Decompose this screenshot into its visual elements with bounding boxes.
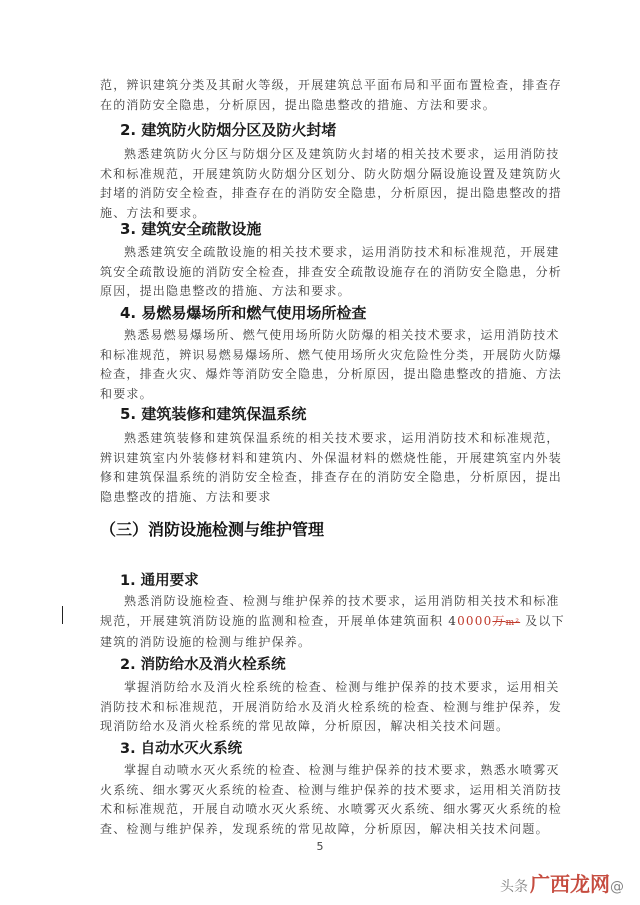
text-line: 熟悉建筑安全疏散设施的相关技术要求，运用消防技术和标准规范，开展建 <box>124 245 560 259</box>
paragraph-fire-smoke-compartment <box>100 145 563 223</box>
heading-evacuation: 3. 建筑安全疏散设施 <box>120 220 262 238</box>
text-line: 现消防给水及消火栓系统的常见故障，分析原因，解决相关技术问题。 <box>100 719 510 733</box>
text-line: 修和建筑保温系统的消防安全检查，排查存在的消防安全隐患，分析原因，提出 <box>100 470 563 484</box>
heading-decoration-insulation: 5. 建筑装修和建筑保温系统 <box>120 405 307 423</box>
watermark-suffix: @ <box>610 879 624 895</box>
paragraph-water-extinguishing <box>100 761 563 839</box>
text-line: 熟悉消防设施检查、检测与维护保养的技术要求，运用消防相关技术和标准 <box>124 594 560 608</box>
watermark <box>500 868 626 897</box>
text-line: 术和标准规范，开展自动喷水灭火系统、水喷雾灭火系统、细水雾灭火系统的检 <box>100 802 563 816</box>
text-line: 火系统、细水雾灭火系统的检查、检测与维护保养的技术要求，运用相关消防技 <box>100 782 563 797</box>
tracked-insertion: 0000 <box>457 613 493 628</box>
text-line: 消防技术和标准规范，开展消防给水及消火栓系统的检查、检测与维护保养，发 <box>100 699 563 714</box>
text-line: 掌握消防给水及消火栓系统的检查、检测与维护保养的技术要求，运用相关 <box>124 680 560 694</box>
text-line: 封堵的消防安全检查，排查存在的消防安全隐患，分析原因，提出隐患整改的措 <box>100 186 563 200</box>
heading-water-extinguishing: 3. 自动水灭火系统 <box>120 741 243 757</box>
page-number: 5 <box>316 840 324 853</box>
text-line: 在的消防安全隐患，分析原因，提出隐患整改的措施、方法和要求。 <box>100 97 497 112</box>
text-line <box>100 612 565 634</box>
text-line: 熟悉建筑防火分区与防烟分区及建筑防火封堵的相关技术要求，运用消防技 <box>124 147 560 161</box>
text-line: 熟悉易燃易爆场所、燃气使用场所防火防爆的相关技术要求，运用消防技术 <box>124 328 560 342</box>
paragraph-flammable-gas <box>100 326 563 404</box>
paragraph-water-hydrant <box>100 678 563 737</box>
text-line: 熟悉建筑装修和建筑保温系统的相关技术要求，运用消防技术和标准规范， <box>124 431 560 445</box>
text-line: 术和标准规范，开展建筑防火防烟分区划分、防火防烟分隔设施设置及建筑防火 <box>100 166 563 181</box>
tracked-unit: m² <box>505 617 521 628</box>
paragraph-evacuation <box>100 243 563 302</box>
section-heading: （三）消防设施检测与维护管理 <box>100 520 325 539</box>
text-cursor <box>62 606 63 624</box>
paragraph-general-requirements <box>100 592 565 653</box>
heading-fire-smoke-compartment: 2. 建筑防火防烟分区及防火封堵 <box>120 121 337 139</box>
text-line: 筑安全疏散设施的消防安全检查，排查安全疏散设施存在的消防安全隐患，分析 <box>100 264 563 279</box>
text-line: 原因，提出隐患整改的措施、方法和要求。 <box>100 284 351 298</box>
heading-general-requirements: 1. 通用要求 <box>120 573 199 589</box>
text-line: 掌握自动喷水灭火系统的检查、检测与维护保养的技术要求，熟悉水喷雾灭 <box>124 763 560 777</box>
paragraph-intro <box>100 76 563 115</box>
text-segment: 及以下 <box>520 613 565 628</box>
text-line: 和要求。 <box>100 386 153 401</box>
text-line: 范，辨识建筑分类及其耐火等级，开展建筑总平面布局和平面布置检查，排查存 <box>100 78 563 92</box>
text-line: 和标准规范，辨识易燃易爆场所、燃气使用场所火灾危险性分类，开展防火防爆 <box>100 347 563 362</box>
heading-flammable-gas: 4. 易燃易爆场所和燃气使用场所检查 <box>120 304 367 322</box>
text-segment: 规范，开展建筑消防设施的监测和检查，开展单体建筑面积 4 <box>100 613 458 628</box>
text-line: 检查，排查火灾、爆炸等消防安全隐患，分析原因，提出隐患整改的措施、方法 <box>100 367 563 381</box>
paragraph-decoration-insulation <box>100 429 563 507</box>
text-line: 查、检测与维护保养，发现系统的常见故障，分析原因，解决相关技术问题。 <box>100 821 549 836</box>
text-line: 建筑的消防设施的检测与维护保养。 <box>100 635 312 649</box>
tracked-deletion: 万 <box>492 613 506 628</box>
text-line: 隐患整改的措施、方法和要求 <box>100 489 272 504</box>
heading-water-hydrant: 2. 消防给水及消火栓系统 <box>120 657 286 673</box>
text-line: 施、方法和要求。 <box>100 205 206 220</box>
text-line: 辨识建筑室内外装修材料和建筑内、外保温材料的燃烧性能，开展建筑室内外装 <box>100 450 563 465</box>
watermark-prefix: 头条 <box>500 879 528 895</box>
watermark-brand: 广西龙网 <box>530 872 610 896</box>
